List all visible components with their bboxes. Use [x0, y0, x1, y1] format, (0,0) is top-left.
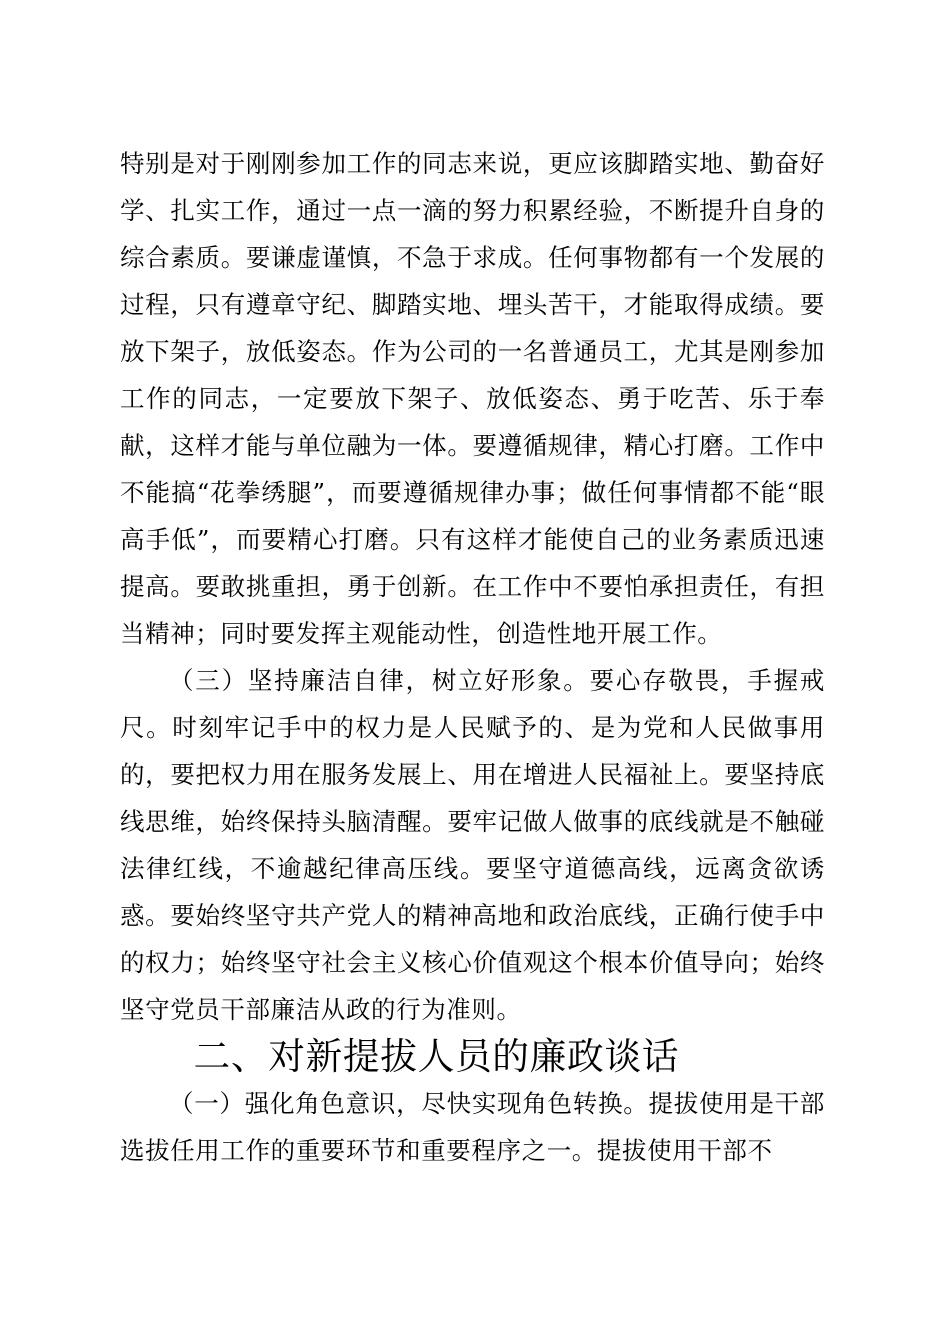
- paragraph-subsection-one: （一）强化角色意识，尽快实现角色转换。提拔使用是干部选拔任用工作的重要环节和重要程序之一。提拔使用干部不: [120, 1089, 825, 1165]
- section-heading-two: 二、对新提拔人员的廉政谈话: [193, 1035, 680, 1078]
- paragraph-section-three: （三）坚持廉洁自律，树立好形象。要心存敬畏，手握戒尺。时刻牢记手中的权力是人民赋予的、是为党和人民做事用的，要把权力用在服务发展上、用在增进人民福祉上。要坚持底线思维，始终保持头脑清醒。要牢记做人做事的底线就是不触碰法律红线，不逾越纪律高压线。要坚守道德高线，远离贪欲诱惑。要始终坚守共产党人的精神高地和政治底线，正确行使手中的权力；始终坚守社会主义核心价值观这个根本价值导向；始终坚守党员干部廉洁从政的行为准则。: [120, 666, 825, 1024]
- paragraph-continuation: 特别是对于刚刚参加工作的同志来说，更应该脚踏实地、勤奋好学、扎实工作，通过一点一滴的努力积累经验，不断提升自身的综合素质。要谦虚谨慎，不急于求成。任何事物都有一个发展的过程，只有遵章守纪、脚踏实地、埋头苦干，才能取得成绩。要放下架子，放低姿态。作为公司的一名普通员工，尤其是刚参加工作的同志，一定要放下架子、放低姿态、勇于吃苦、乐于奉献，这样才能与单位融为一体。要遵循规律，精心打磨。工作中不能搞“花拳绣腿”，而要遵循规律办事；做任何事情都不能“眼高手低”，而要精心打磨。只有这样才能使自己的业务素质迅速提高。要敢挑重担，勇于创新。在工作中不要怕承担责任，有担当精神；同时要发挥主观能动性，创造性地开展工作。: [120, 149, 825, 648]
- document-body: [120, 140, 825, 1174]
